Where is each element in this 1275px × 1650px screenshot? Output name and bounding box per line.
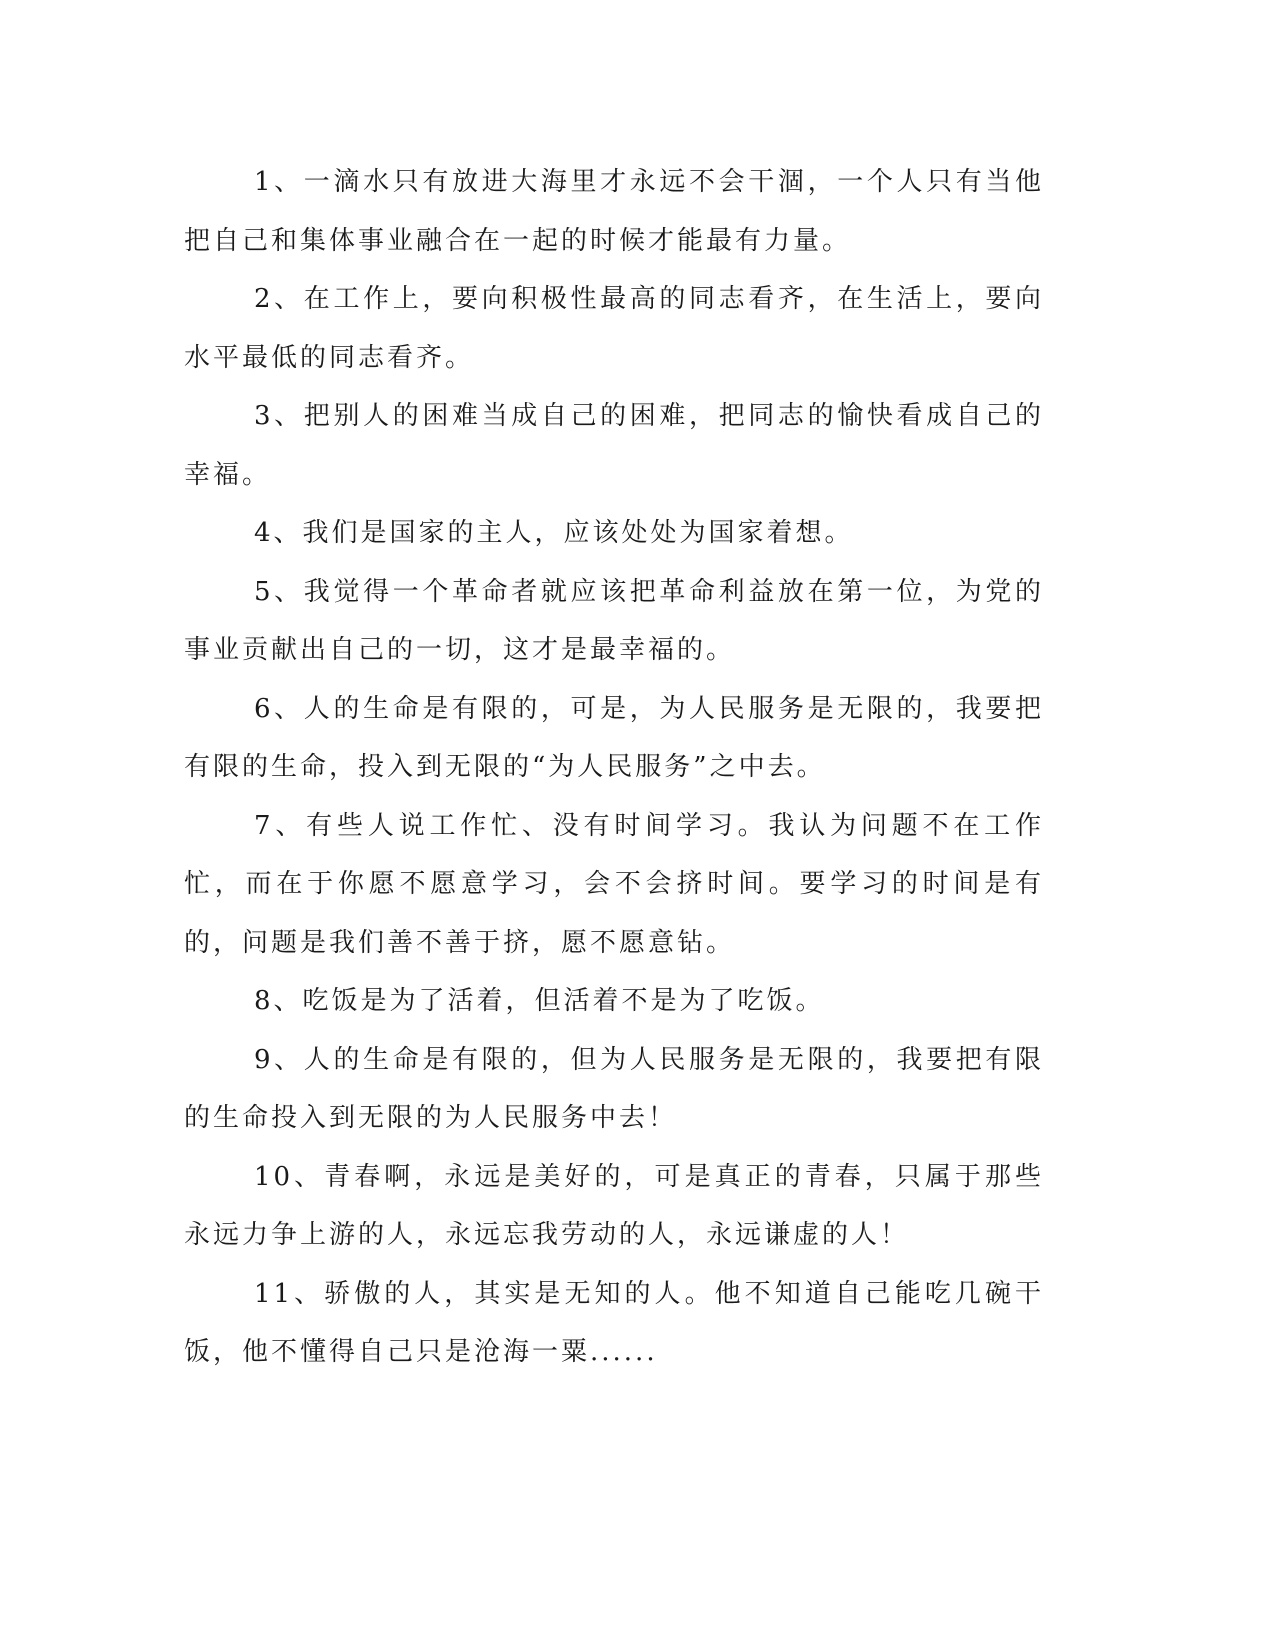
quote-paragraph-11: 11、骄傲的人，其实是无知的人。他不知道自己能吃几碗干饭，他不懂得自己只是沧海一粟...... <box>184 1278 1044 1367</box>
quote-paragraph-4: 4、我们是国家的主人，应该处处为国家着想。 <box>254 518 854 548</box>
quote-paragraph-9: 9、人的生命是有限的，但为人民服务是无限的，我要把有限的生命投入到无限的为人民服务中去！ <box>184 1044 1044 1133</box>
quote-paragraph-8: 8、吃饭是为了活着，但活着不是为了吃饭。 <box>254 986 825 1016</box>
quote-paragraph-10: 10、青春啊，永远是美好的，可是真正的青春，只属于那些永远力争上游的人，永远忘我劳动的人，永远谦虚的人！ <box>184 1161 1044 1250</box>
quote-paragraph-5: 5、我觉得一个革命者就应该把革命利益放在第一位，为党的事业贡献出自己的一切，这才是最幸福的。 <box>184 576 1044 665</box>
quote-paragraph-7: 7、有些人说工作忙、没有时间学习。我认为问题不在工作忙，而在于你愿不愿意学习，会不会挤时间。要学习的时间是有的，问题是我们善不善于挤，愿不愿意钻。 <box>184 810 1044 958</box>
quote-paragraph-2: 2、在工作上，要向积极性最高的同志看齐，在生活上，要向水平最低的同志看齐。 <box>184 284 1044 373</box>
quote-list <box>184 153 1044 1382</box>
quote-paragraph-6: 6、人的生命是有限的，可是，为人民服务是无限的，我要把有限的生命，投入到无限的“为人民服务”之中去。 <box>184 693 1044 782</box>
quote-paragraph-1: 1、一滴水只有放进大海里才永远不会干涸，一个人只有当他把自己和集体事业融合在一起的时候才能最有力量。 <box>184 167 1044 256</box>
quote-paragraph-3: 3、把别人的困难当成自己的困难，把同志的愉快看成自己的幸福。 <box>184 401 1044 490</box>
